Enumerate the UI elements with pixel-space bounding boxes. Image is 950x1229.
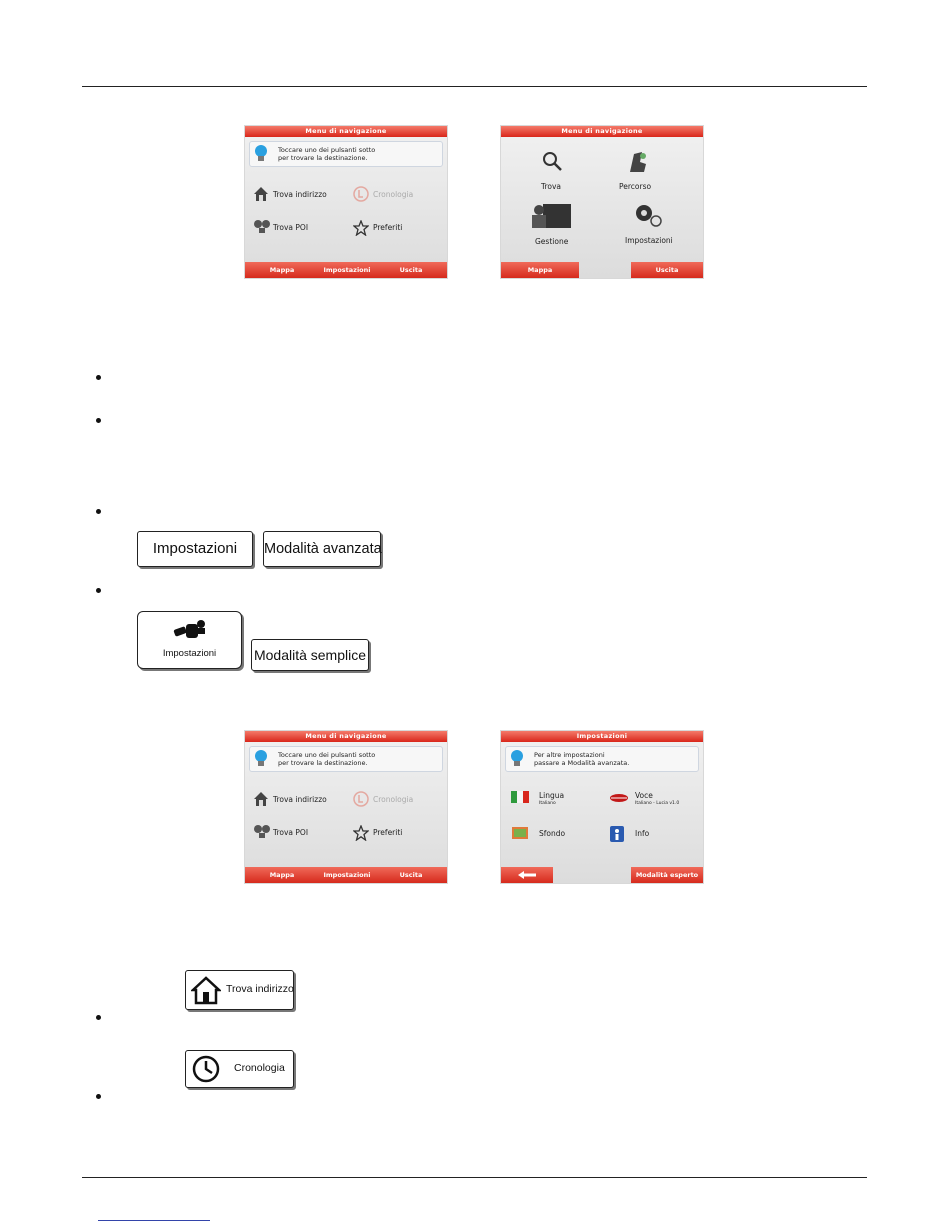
hint-box bbox=[505, 746, 699, 772]
screen-title: Menu di navigazione bbox=[245, 731, 447, 742]
history-hand-icon bbox=[353, 186, 369, 202]
star-icon bbox=[353, 825, 369, 841]
menu-item-trova-poi[interactable]: Trova POI bbox=[273, 828, 309, 837]
header-rule bbox=[82, 86, 867, 87]
folder-user-icon bbox=[529, 200, 573, 230]
hint-line: Per altre impostazioni bbox=[534, 751, 605, 759]
screen-advanced-menu-top bbox=[500, 125, 704, 279]
setting-sfondo[interactable]: Sfondo bbox=[539, 829, 566, 838]
impostazioni-icon-label: Impostazioni bbox=[162, 648, 217, 659]
tab-impostazioni[interactable]: Impostazioni bbox=[319, 867, 375, 883]
tab-mappa[interactable]: Mappa bbox=[245, 867, 319, 883]
menu-item-percorso[interactable]: Percorso bbox=[619, 182, 652, 191]
menu-item-preferiti[interactable]: Preferiti bbox=[373, 223, 403, 232]
info-icon bbox=[609, 825, 625, 843]
menu-item-impostazioni[interactable]: Impostazioni bbox=[625, 236, 673, 245]
bullet bbox=[96, 418, 101, 423]
hint-box bbox=[249, 141, 443, 167]
menu-item-trova[interactable]: Trova bbox=[541, 182, 562, 191]
lightbulb-icon bbox=[254, 145, 268, 162]
cronologia-button[interactable] bbox=[185, 1050, 294, 1088]
bullet bbox=[96, 588, 101, 593]
setting-lingua[interactable]: Lingua bbox=[539, 791, 565, 800]
footer-rule bbox=[82, 1177, 867, 1178]
hint-line: per trovare la destinazione. bbox=[278, 154, 368, 162]
italian-flag-icon bbox=[511, 789, 529, 805]
magnifier-icon bbox=[541, 150, 563, 172]
lightbulb-icon bbox=[510, 750, 524, 767]
screen-title: Impostazioni bbox=[501, 731, 703, 742]
tab-uscita[interactable]: Uscita bbox=[375, 867, 447, 883]
house-icon bbox=[191, 975, 221, 1005]
hint-line: passare a Modalità avanzata. bbox=[534, 759, 630, 767]
back-button[interactable] bbox=[501, 867, 553, 883]
bullet bbox=[96, 509, 101, 514]
hint-line: Toccare uno dei pulsanti sotto bbox=[278, 146, 376, 154]
screen-settings-simple bbox=[500, 730, 704, 884]
trova-indirizzo-label: Trova indirizzo bbox=[226, 983, 294, 995]
hint-line: per trovare la destinazione. bbox=[278, 759, 368, 767]
bullet bbox=[96, 375, 101, 380]
poi-icon bbox=[253, 218, 271, 234]
setting-lingua-value: Italiano bbox=[539, 801, 556, 806]
screen-title: Menu di navigazione bbox=[501, 126, 703, 137]
screen-simple-menu-bottom bbox=[244, 730, 448, 884]
tab-uscita[interactable]: Uscita bbox=[631, 262, 703, 278]
back-arrow-icon bbox=[517, 870, 537, 880]
hint-box bbox=[249, 746, 443, 772]
lips-icon bbox=[609, 793, 629, 803]
satellite-icon bbox=[172, 618, 208, 642]
modalita-semplice-button[interactable]: Modalità semplice bbox=[251, 639, 369, 671]
tab-impostazioni[interactable]: Impostazioni bbox=[319, 262, 375, 278]
impostazioni-icon-button[interactable] bbox=[137, 611, 242, 669]
menu-item-cronologia[interactable]: Cronologia bbox=[373, 190, 414, 199]
tab-mappa[interactable]: Mappa bbox=[501, 262, 579, 278]
trova-indirizzo-button[interactable] bbox=[185, 970, 294, 1010]
hint-line: Toccare uno dei pulsanti sotto bbox=[278, 751, 376, 759]
bullet bbox=[96, 1015, 101, 1020]
menu-item-trova-indirizzo[interactable]: Trova indirizzo bbox=[273, 190, 327, 199]
setting-voce-value: Italiano - Lucia v1.0 bbox=[635, 801, 680, 806]
star-icon bbox=[353, 220, 369, 236]
setting-voce[interactable]: Voce bbox=[635, 791, 653, 800]
screen-title: Menu di navigazione bbox=[245, 126, 447, 137]
route-icon bbox=[626, 150, 648, 174]
gear-icon bbox=[633, 202, 663, 228]
menu-item-trova-poi[interactable]: Trova POI bbox=[273, 223, 309, 232]
footer-link-underline bbox=[98, 1220, 210, 1221]
menu-item-preferiti[interactable]: Preferiti bbox=[373, 828, 403, 837]
setting-info[interactable]: Info bbox=[635, 829, 650, 838]
house-icon bbox=[253, 186, 269, 202]
tab-uscita[interactable]: Uscita bbox=[375, 262, 447, 278]
lightbulb-icon bbox=[254, 750, 268, 767]
tab-modalita-esperto[interactable]: Modalità esperto bbox=[631, 867, 703, 883]
poi-icon bbox=[253, 823, 271, 839]
bullet bbox=[96, 1094, 101, 1099]
modalita-avanzata-button[interactable]: Modalità avanzata bbox=[263, 531, 381, 567]
history-hand-icon bbox=[353, 791, 369, 807]
menu-item-trova-indirizzo[interactable]: Trova indirizzo bbox=[273, 795, 327, 804]
clock-icon bbox=[191, 1054, 221, 1084]
house-icon bbox=[253, 791, 269, 807]
screen-simple-menu-top bbox=[244, 125, 448, 279]
tab-mappa[interactable]: Mappa bbox=[245, 262, 319, 278]
impostazioni-button[interactable]: Impostazioni bbox=[137, 531, 253, 567]
menu-item-gestione[interactable]: Gestione bbox=[535, 237, 569, 246]
wallpaper-icon bbox=[511, 825, 529, 841]
menu-item-cronologia[interactable]: Cronologia bbox=[373, 795, 414, 804]
cronologia-label: Cronologia bbox=[234, 1062, 285, 1074]
